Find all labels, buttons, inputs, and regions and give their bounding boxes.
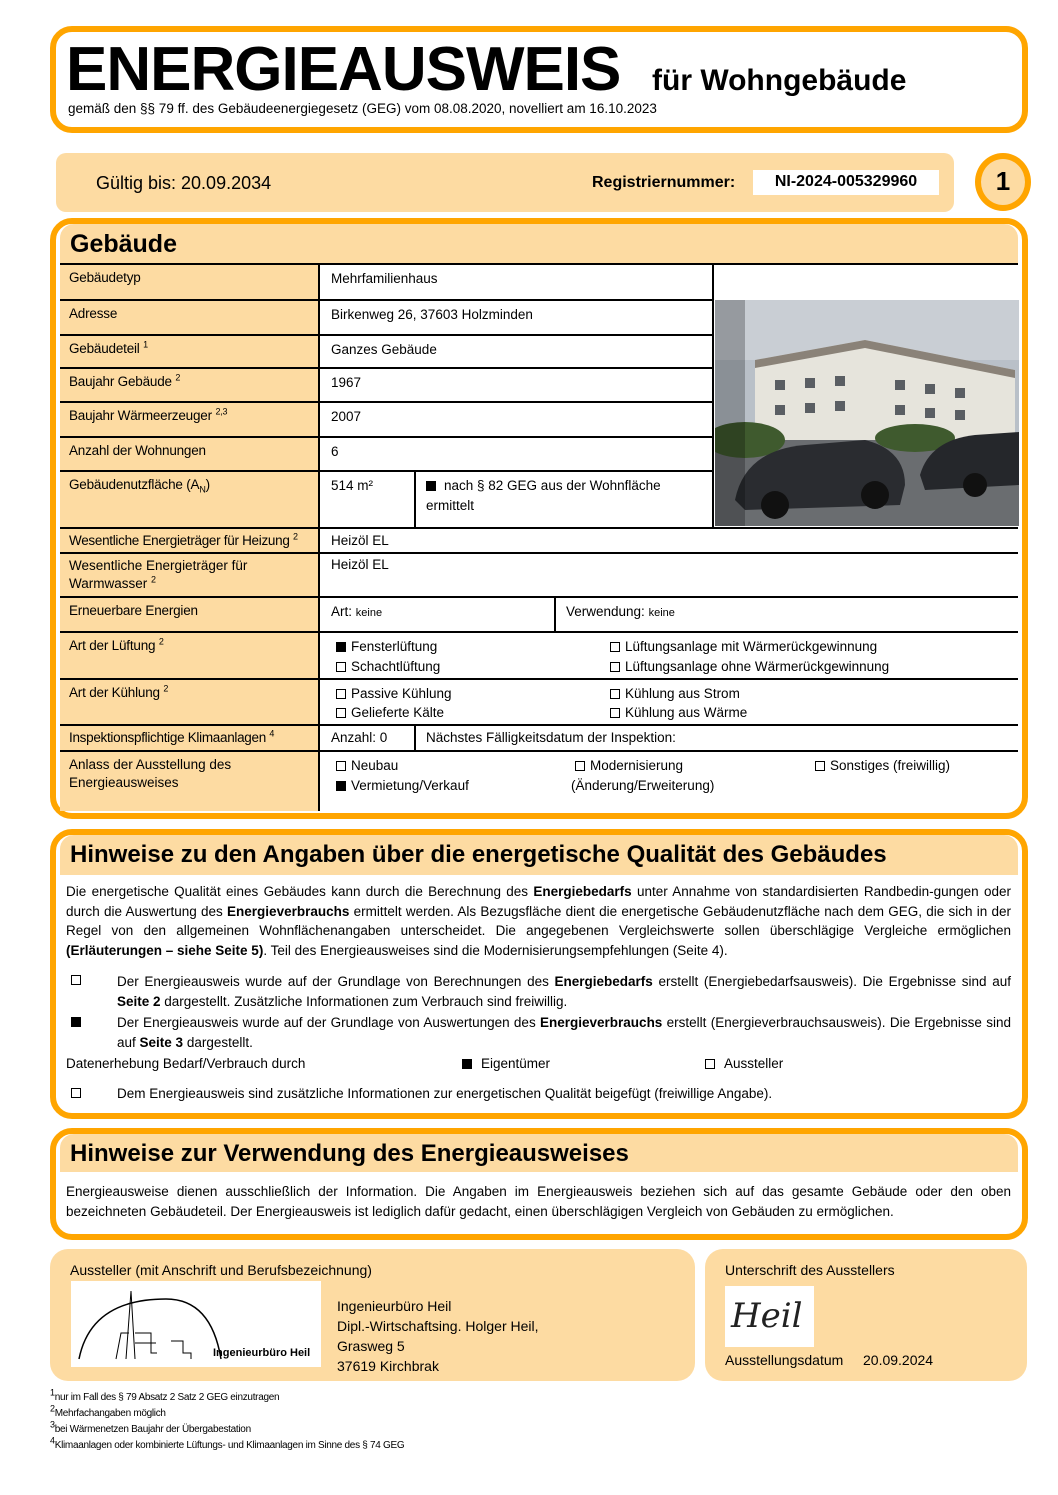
valid-until: Gültig bis: 20.09.2034 <box>96 173 272 193</box>
document-title: ENERGIEAUSWEIS <box>66 35 621 104</box>
notes-intro: Die energetische Qualität eines Gebäudes kann durch die Berechnung des Energiebedarfs unter Annahme von standardisierten Randbedin-gungen oder durch die Auswertung des Energieverbrauchs ermittelt werden. Als Bezugsfläche dient die energetische Gebäudenutzfläche nach dem GEG, die sich in der Regel von den allgemeinen Wohnflächenangaben unterscheidet. Die angegebenen Vergleichswerte sollen überschlägige Vergleiche ermöglichen (Erläuterungen – siehe Seite 5). Teil des Energieausweises sind die Modernisierungsempfehlungen (Seite 4). <box>66 884 1012 958</box>
notes-title: Hinweise zu den Angaben über die energetische Qualität des Gebäudes <box>60 835 1018 875</box>
row-adresse <box>60 301 714 336</box>
checkbox-passive-kuehlung[interactable]: Passive Kühlung <box>336 684 452 704</box>
signature-image: Heil <box>725 1286 814 1347</box>
building-photo <box>715 300 1019 526</box>
value: Ganzes Gebäude <box>331 342 437 357</box>
renewable-use: Verwendung: keine <box>566 604 675 619</box>
value: Heizöl EL <box>331 557 389 572</box>
checkbox-vermietung[interactable]: Vermietung/Verkauf <box>336 776 469 796</box>
footnote-1: $^1$nur im Fall des § 79 Absatz 2 Satz 2 GEG einzutragen <box>50 1387 280 1403</box>
label: Anlass der Ausstellung des Energieausweises <box>60 752 320 811</box>
checkbox-schachtlueftung[interactable]: Schachtlüftung <box>336 657 440 677</box>
row-warmwasser <box>60 554 1018 598</box>
footnote-4: $^4$Klimaanlagen oder kombinierte Lüftungs- und Klimaanlagen im Sinne des § 74 GEG <box>50 1435 405 1451</box>
issuer-box <box>50 1249 695 1381</box>
checkbox-zusatzinfo[interactable] <box>71 1088 81 1098</box>
value: 6 <box>331 444 339 459</box>
usage-title: Hinweise zur Verwendung des Energieausweises <box>60 1134 1018 1172</box>
document-subtitle: für Wohngebäude <box>652 64 907 97</box>
checkbox-eigentuemer[interactable]: Eigentümer <box>462 1054 550 1074</box>
row-gebaeudeteil <box>60 336 714 369</box>
value: Heizöl EL <box>331 533 389 548</box>
row-klimaanlagen <box>60 726 1018 752</box>
footnote-2: $^2$Mehrfachangaben möglich <box>50 1403 166 1419</box>
row-baujahr-waermeerzeuger <box>60 403 714 438</box>
row-gebaeudetyp <box>60 265 714 301</box>
label: Inspektionspflichtige Klimaanlagen $^4$ <box>60 726 320 750</box>
row-baujahr <box>60 369 714 403</box>
checkbox-lueftungsanlage-ohne-wrg[interactable]: Lüftungsanlage ohne Wärmerückgewinnung <box>610 657 889 677</box>
label: Anzahl der Wohnungen <box>60 438 320 470</box>
row-erneuerbare <box>60 598 1018 633</box>
checkbox-kuehlung-waerme[interactable]: Kühlung aus Wärme <box>610 703 747 723</box>
row-nutzflaeche <box>60 472 714 529</box>
checkbox-aussteller[interactable]: Aussteller <box>705 1054 783 1074</box>
ac-count: Anzahl: 0 <box>331 730 388 745</box>
issuer-address: Ingenieurbüro Heil Dipl.-Wirtschaftsing. Holger Heil, Grasweg 5 37619 Kirchbrak <box>337 1298 539 1374</box>
value: Mehrfamilienhaus <box>331 271 438 286</box>
modernisierung-note: (Änderung/Erweiterung) <box>571 778 715 793</box>
checkbox-verbrauch[interactable] <box>71 1017 81 1027</box>
row-wohnungen <box>60 438 714 472</box>
value: Birkenweg 26, 37603 Holzminden <box>331 307 533 322</box>
validity-bar <box>56 153 954 212</box>
label: Gebäudeteil $^1$ <box>60 336 320 367</box>
row-lueftung <box>60 633 1018 680</box>
checkbox-sonstiges[interactable]: Sonstiges (freiwillig) <box>815 756 950 776</box>
checkbox-bedarf[interactable] <box>71 975 81 985</box>
law-reference: gemäß den §§ 79 ff. des Gebäudeenergiegesetz (GEG) vom 08.08.2020, novelliert am 16.10.2023 <box>68 101 657 116</box>
row-kuehlung <box>60 680 1018 726</box>
signature-box <box>705 1249 1027 1381</box>
label: Wesentliche Energieträger für Warmwasser $^2$ <box>60 554 320 596</box>
value: 1967 <box>331 375 362 390</box>
checkbox-kuehlung-strom[interactable]: Kühlung aus Strom <box>610 684 740 704</box>
photo-cell <box>712 265 1018 529</box>
renewable-type: Art: keine <box>331 604 383 619</box>
issue-date: 20.09.2024 <box>863 1352 934 1368</box>
checkbox-modernisierung[interactable]: Modernisierung <box>575 756 683 776</box>
option-verbrauch: Der Energieausweis wurde auf der Grundlage von Auswertungen des Energieverbrauchs erstellt (Energieverbrauchsausweis). Die Ergebnisse sind auf Seite 3 dargestellt. <box>117 1015 1012 1050</box>
building-title: Gebäude <box>60 224 1018 265</box>
usage-text: Energieausweise dienen ausschließlich der Information. Die Angaben im Energieausweis beziehen sich auf das gesamte Gebäude oder den oben bezeichneten Gebäudeteil. Der Energieausweis ist lediglich dafür gedacht, einen überschlägigen Vergleich von Gebäuden zu ermöglichen. <box>66 1184 1011 1219</box>
issuer-logo: Ingenieurbüro Heil <box>71 1281 321 1367</box>
label: Adresse <box>60 301 320 334</box>
issue-date-label: Ausstellungsdatum <box>725 1352 844 1368</box>
checkbox-gelieferte-kaelte[interactable]: Gelieferte Kälte <box>336 703 444 723</box>
registration-number: NI-2024-005329960 <box>753 170 939 195</box>
area-note: nach § 82 GEG aus der Wohnfläche ermittelt <box>426 478 661 513</box>
label: Erneuerbare Energien <box>60 598 320 631</box>
value: 514 m² <box>331 478 374 493</box>
issuer-label: Aussteller (mit Anschrift und Berufsbezeichnung) <box>70 1262 372 1278</box>
footnote-3: $^3$bei Wärmenetzen Baujahr der Übergabestation <box>50 1419 251 1435</box>
data-collection-label: Datenerhebung Bedarf/Verbrauch durch <box>66 1056 306 1071</box>
row-anlass <box>60 752 1018 811</box>
label: Baujahr Gebäude $^2$ <box>60 369 320 401</box>
label: Art der Lüftung $^2$ <box>60 633 320 678</box>
row-heizung <box>60 529 1018 554</box>
page-number: 1 <box>975 153 1031 211</box>
label: Wesentliche Energieträger für Heizung $^2$ <box>60 529 320 552</box>
inspection-date: Nächstes Fälligkeitsdatum der Inspektion: <box>426 730 676 745</box>
checkbox-fensterlueftung[interactable]: Fensterlüftung <box>336 637 437 657</box>
checkbox-lueftungsanlage-mit-wrg[interactable]: Lüftungsanlage mit Wärmerückgewinnung <box>610 637 877 657</box>
label: Baujahr Wärmeerzeuger $^{2,3}$ <box>60 403 320 436</box>
label: Gebäudenutzfläche $(A_N)$ <box>60 472 320 527</box>
additional-info: Dem Energieausweis sind zusätzliche Informationen zur energetischen Qualität beigefügt (freiwillige Angabe). <box>117 1086 773 1101</box>
value: 2007 <box>331 409 362 424</box>
checkbox-neubau[interactable]: Neubau <box>336 756 398 776</box>
label: Art der Kühlung $^2$ <box>60 680 320 724</box>
registration-label: Registriernummer: <box>592 174 736 191</box>
option-bedarf: Der Energieausweis wurde auf der Grundlage von Berechnungen des Energiebedarfs erstellt (Energiebedarfsausweis). Die Ergebnisse sind auf Seite 2 dargestellt. Zusätzliche Informationen zum Verbrauch sind freiwillig. <box>117 974 1012 1009</box>
label: Gebäudetyp <box>60 265 320 299</box>
signature-label: Unterschrift des Ausstellers <box>725 1262 895 1278</box>
